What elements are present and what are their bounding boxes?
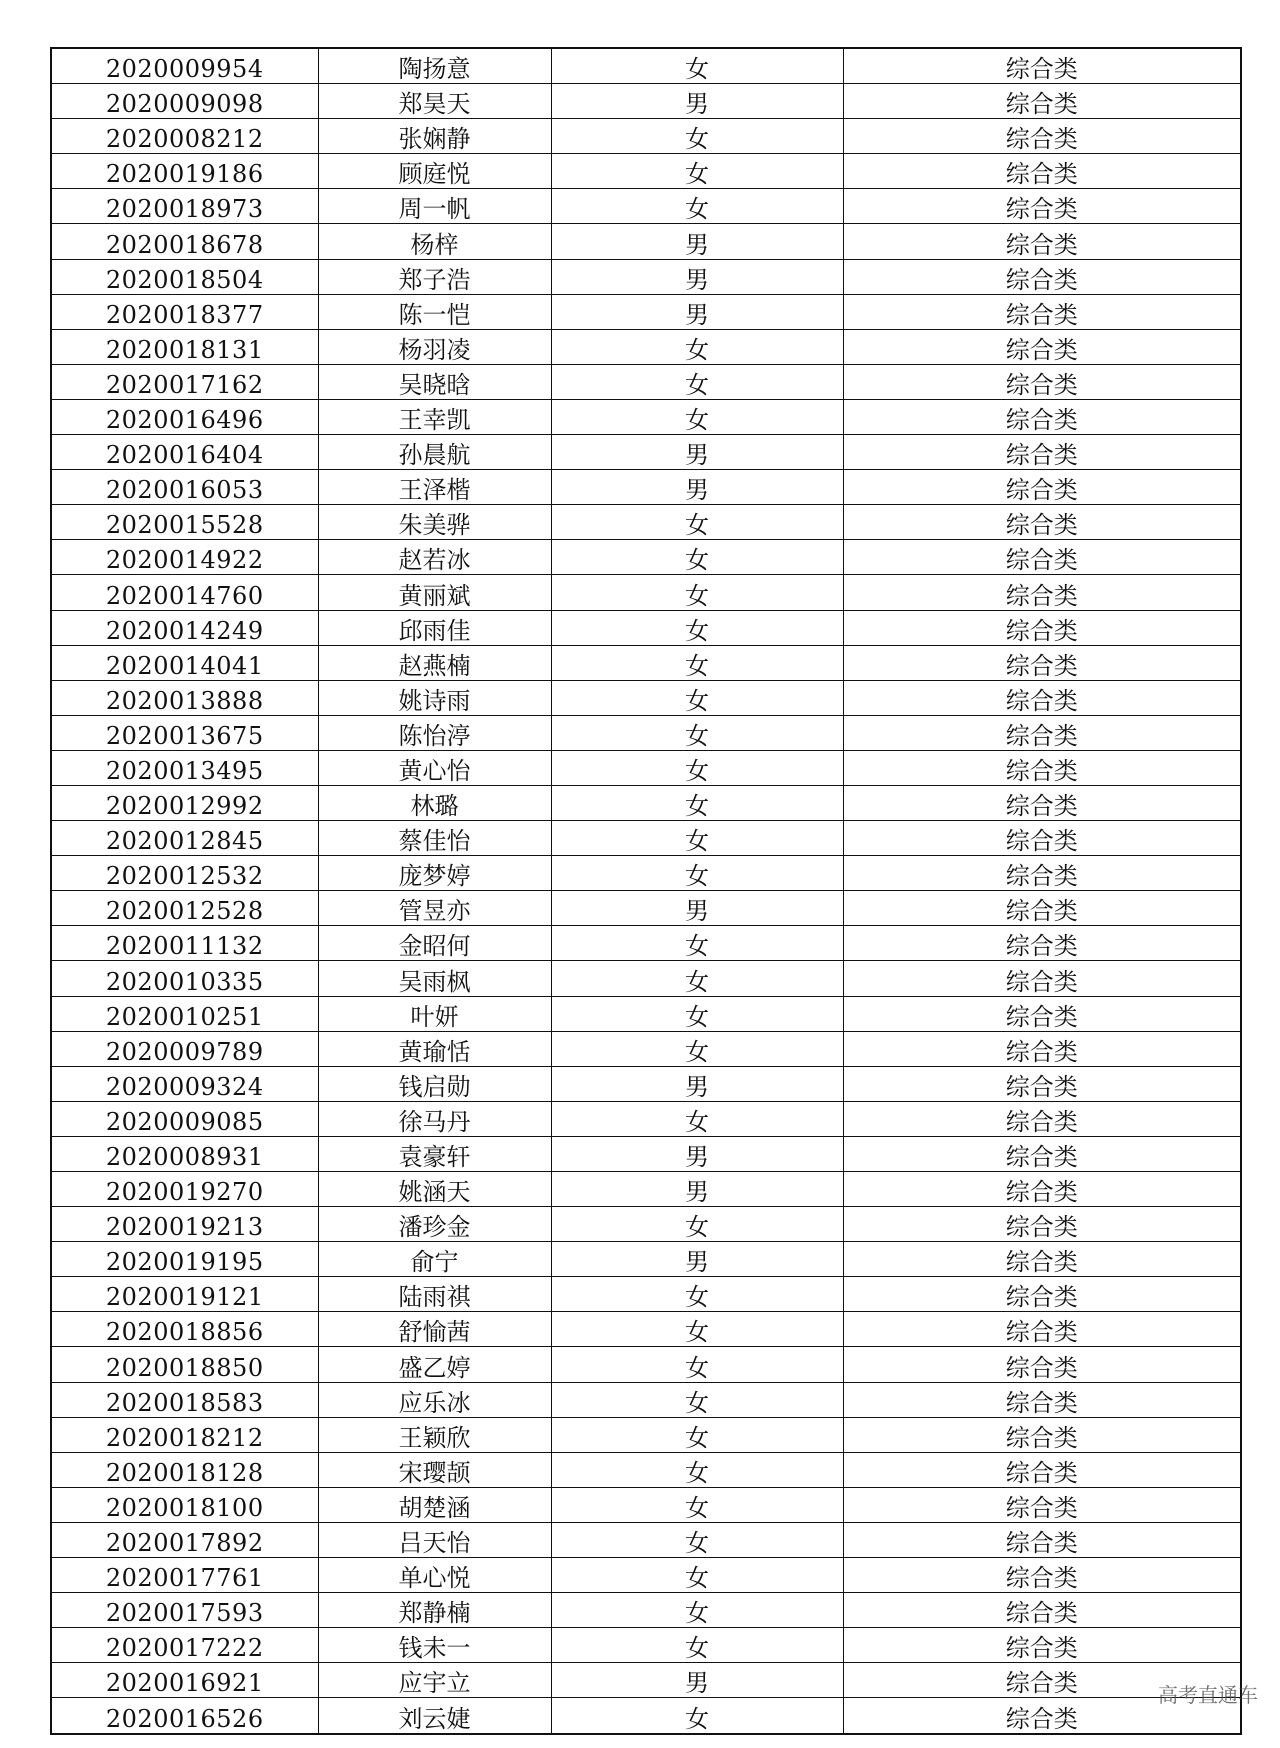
category-cell: 综合类 [843,1593,1241,1628]
category-cell: 综合类 [843,575,1241,610]
category-cell: 综合类 [843,1452,1241,1487]
student-id-cell: 2020008212 [51,119,318,154]
student-id-cell: 2020018678 [51,224,318,259]
category-cell: 综合类 [843,610,1241,645]
student-name-cell: 朱美骅 [318,505,551,540]
category-cell: 综合类 [843,926,1241,961]
student-name-cell: 盛乙婷 [318,1347,551,1382]
category-cell: 综合类 [843,1417,1241,1452]
student-id-cell: 2020009085 [51,1101,318,1136]
table-row [51,84,1241,119]
student-id-cell: 2020011132 [51,926,318,961]
gender-cell: 女 [551,1452,843,1487]
category-cell: 综合类 [843,505,1241,540]
table-row [51,891,1241,926]
student-name-cell: 赵若冰 [318,540,551,575]
gender-cell: 男 [551,1066,843,1101]
gender-cell: 女 [551,750,843,785]
table-row [51,856,1241,891]
student-name-cell: 陶扬意 [318,48,551,84]
student-id-cell: 2020015528 [51,505,318,540]
category-cell: 综合类 [843,364,1241,399]
student-name-cell: 钱未一 [318,1628,551,1663]
table-row [51,399,1241,434]
category-cell: 综合类 [843,1312,1241,1347]
table-row [51,750,1241,785]
student-id-cell: 2020016921 [51,1663,318,1698]
table-row [51,575,1241,610]
gender-cell: 女 [551,1347,843,1382]
table-row [51,1312,1241,1347]
category-cell: 综合类 [843,1558,1241,1593]
table-row [51,435,1241,470]
category-cell: 综合类 [843,1277,1241,1312]
student-name-cell: 陆雨祺 [318,1277,551,1312]
gender-cell: 女 [551,645,843,680]
gender-cell: 男 [551,294,843,329]
student-name-cell: 王颖欣 [318,1417,551,1452]
student-id-cell: 2020012528 [51,891,318,926]
table-row [51,680,1241,715]
gender-cell: 女 [551,1207,843,1242]
student-id-cell: 2020018504 [51,259,318,294]
category-cell: 综合类 [843,399,1241,434]
student-id-cell: 2020014041 [51,645,318,680]
gender-cell: 女 [551,119,843,154]
student-id-cell: 2020017761 [51,1558,318,1593]
category-cell: 综合类 [843,1698,1241,1734]
student-name-cell: 庞梦婷 [318,856,551,891]
student-name-cell: 吴晓晗 [318,364,551,399]
student-name-cell: 陈怡渟 [318,715,551,750]
student-name-cell: 黄瑜恬 [318,1031,551,1066]
student-id-cell: 2020018131 [51,329,318,364]
student-name-cell: 黄心怡 [318,750,551,785]
table-row [51,1136,1241,1171]
student-name-cell: 胡楚涵 [318,1487,551,1522]
student-id-cell: 2020009789 [51,1031,318,1066]
gender-cell: 女 [551,1628,843,1663]
gender-cell: 女 [551,399,843,434]
table-row [51,821,1241,856]
table-row [51,470,1241,505]
student-id-cell: 2020018583 [51,1382,318,1417]
student-id-cell: 2020018377 [51,294,318,329]
table-row [51,259,1241,294]
gender-cell: 女 [551,1593,843,1628]
gender-cell: 男 [551,891,843,926]
student-name-cell: 舒愉茜 [318,1312,551,1347]
category-cell: 综合类 [843,1031,1241,1066]
table-row [51,154,1241,189]
student-id-cell: 2020016526 [51,1698,318,1734]
student-id-cell: 2020010251 [51,996,318,1031]
gender-cell: 女 [551,154,843,189]
gender-cell: 男 [551,470,843,505]
gender-cell: 女 [551,189,843,224]
gender-cell: 女 [551,715,843,750]
student-name-cell: 吕天怡 [318,1522,551,1557]
table-row [51,1522,1241,1557]
category-cell: 综合类 [843,1382,1241,1417]
student-name-cell: 赵燕楠 [318,645,551,680]
table-row [51,1347,1241,1382]
gender-cell: 女 [551,926,843,961]
table-body [51,48,1241,1734]
category-cell: 综合类 [843,435,1241,470]
category-cell: 综合类 [843,1136,1241,1171]
student-id-cell: 2020009954 [51,48,318,84]
student-id-cell: 2020009098 [51,84,318,119]
category-cell: 综合类 [843,329,1241,364]
table-row [51,1487,1241,1522]
student-name-cell: 邱雨佳 [318,610,551,645]
category-cell: 综合类 [843,119,1241,154]
category-cell: 综合类 [843,996,1241,1031]
table-row [51,785,1241,820]
gender-cell: 女 [551,575,843,610]
category-cell: 综合类 [843,1101,1241,1136]
table-row [51,645,1241,680]
student-name-cell: 郑子浩 [318,259,551,294]
student-id-cell: 2020008931 [51,1136,318,1171]
gender-cell: 女 [551,1382,843,1417]
student-name-cell: 陈一恺 [318,294,551,329]
table-row [51,1593,1241,1628]
student-id-cell: 2020016053 [51,470,318,505]
table-row [51,926,1241,961]
student-name-cell: 杨梓 [318,224,551,259]
student-name-cell: 孙晨航 [318,435,551,470]
table-row [51,1663,1241,1698]
table-row [51,1382,1241,1417]
table-row [51,1417,1241,1452]
table-row [51,1628,1241,1663]
student-name-cell: 钱启勋 [318,1066,551,1101]
student-id-cell: 2020017222 [51,1628,318,1663]
gender-cell: 女 [551,610,843,645]
student-list-table [50,47,1242,1735]
student-name-cell: 金昭何 [318,926,551,961]
category-cell: 综合类 [843,1242,1241,1277]
student-id-cell: 2020016404 [51,435,318,470]
student-name-cell: 姚诗雨 [318,680,551,715]
gender-cell: 女 [551,1312,843,1347]
student-name-cell: 王泽楷 [318,470,551,505]
student-name-cell: 袁豪轩 [318,1136,551,1171]
gender-cell: 男 [551,1136,843,1171]
gender-cell: 女 [551,1698,843,1734]
student-id-cell: 2020012845 [51,821,318,856]
table-row [51,1698,1241,1734]
student-name-cell: 周一帆 [318,189,551,224]
gender-cell: 男 [551,1663,843,1698]
category-cell: 综合类 [843,84,1241,119]
student-name-cell: 应宇立 [318,1663,551,1698]
category-cell: 综合类 [843,891,1241,926]
student-id-cell: 2020018973 [51,189,318,224]
table-row [51,1277,1241,1312]
table-row [51,224,1241,259]
gender-cell: 女 [551,785,843,820]
watermark-text: 高考直通车 [1158,1683,1258,1707]
student-name-cell: 吴雨枫 [318,961,551,996]
table-row [51,1101,1241,1136]
category-cell: 综合类 [843,785,1241,820]
category-cell: 综合类 [843,1066,1241,1101]
student-id-cell: 2020017162 [51,364,318,399]
category-cell: 综合类 [843,1487,1241,1522]
gender-cell: 女 [551,329,843,364]
table-row [51,610,1241,645]
student-id-cell: 2020017593 [51,1593,318,1628]
table-row [51,189,1241,224]
student-name-cell: 郑静楠 [318,1593,551,1628]
student-name-cell: 单心悦 [318,1558,551,1593]
table-row [51,1172,1241,1207]
table-row [51,364,1241,399]
category-cell: 综合类 [843,1663,1241,1698]
category-cell: 综合类 [843,1207,1241,1242]
gender-cell: 女 [551,961,843,996]
gender-cell: 女 [551,1487,843,1522]
student-id-cell: 2020014249 [51,610,318,645]
student-id-cell: 2020018212 [51,1417,318,1452]
student-id-cell: 2020013888 [51,680,318,715]
category-cell: 综合类 [843,961,1241,996]
category-cell: 综合类 [843,154,1241,189]
category-cell: 综合类 [843,680,1241,715]
category-cell: 综合类 [843,224,1241,259]
category-cell: 综合类 [843,259,1241,294]
student-name-cell: 蔡佳怡 [318,821,551,856]
student-id-cell: 2020014760 [51,575,318,610]
category-cell: 综合类 [843,1172,1241,1207]
table-row [51,540,1241,575]
gender-cell: 男 [551,84,843,119]
table-row [51,715,1241,750]
student-id-cell: 2020019195 [51,1242,318,1277]
gender-cell: 男 [551,259,843,294]
student-id-cell: 2020013495 [51,750,318,785]
category-cell: 综合类 [843,856,1241,891]
student-id-cell: 2020018850 [51,1347,318,1382]
table-row [51,329,1241,364]
gender-cell: 女 [551,996,843,1031]
student-name-cell: 俞宁 [318,1242,551,1277]
gender-cell: 男 [551,435,843,470]
gender-cell: 女 [551,540,843,575]
gender-cell: 女 [551,364,843,399]
table-row [51,996,1241,1031]
table-row [51,294,1241,329]
gender-cell: 女 [551,1031,843,1066]
table-row [51,961,1241,996]
student-name-cell: 林璐 [318,785,551,820]
gender-cell: 男 [551,1242,843,1277]
student-name-cell: 黄丽斌 [318,575,551,610]
student-name-cell: 郑昊天 [318,84,551,119]
category-cell: 综合类 [843,645,1241,680]
table-row [51,1031,1241,1066]
student-name-cell: 潘珍金 [318,1207,551,1242]
gender-cell: 女 [551,505,843,540]
student-name-cell: 刘云婕 [318,1698,551,1734]
gender-cell: 女 [551,1101,843,1136]
table-row [51,1207,1241,1242]
student-id-cell: 2020012992 [51,785,318,820]
student-id-cell: 2020018856 [51,1312,318,1347]
table-row [51,1452,1241,1487]
table-row [51,1242,1241,1277]
category-cell: 综合类 [843,1522,1241,1557]
category-cell: 综合类 [843,294,1241,329]
student-id-cell: 2020018128 [51,1452,318,1487]
student-id-cell: 2020012532 [51,856,318,891]
student-id-cell: 2020010335 [51,961,318,996]
student-id-cell: 2020009324 [51,1066,318,1101]
table-row [51,119,1241,154]
table-row [51,1558,1241,1593]
table-row [51,48,1241,84]
student-name-cell: 应乐冰 [318,1382,551,1417]
gender-cell: 女 [551,1522,843,1557]
student-name-cell: 管昱亦 [318,891,551,926]
student-id-cell: 2020018100 [51,1487,318,1522]
category-cell: 综合类 [843,1347,1241,1382]
gender-cell: 女 [551,48,843,84]
student-name-cell: 姚涵天 [318,1172,551,1207]
table-row [51,505,1241,540]
category-cell: 综合类 [843,540,1241,575]
gender-cell: 女 [551,680,843,715]
gender-cell: 女 [551,856,843,891]
category-cell: 综合类 [843,470,1241,505]
category-cell: 综合类 [843,821,1241,856]
student-name-cell: 王幸凯 [318,399,551,434]
category-cell: 综合类 [843,1628,1241,1663]
category-cell: 综合类 [843,715,1241,750]
student-id-cell: 2020019121 [51,1277,318,1312]
gender-cell: 女 [551,1558,843,1593]
student-id-cell: 2020019213 [51,1207,318,1242]
student-name-cell: 杨羽凌 [318,329,551,364]
student-name-cell: 宋璎颉 [318,1452,551,1487]
gender-cell: 男 [551,1172,843,1207]
student-id-cell: 2020019186 [51,154,318,189]
gender-cell: 女 [551,1277,843,1312]
category-cell: 综合类 [843,750,1241,785]
table-row [51,1066,1241,1101]
student-id-cell: 2020019270 [51,1172,318,1207]
student-id-cell: 2020013675 [51,715,318,750]
student-name-cell: 叶妍 [318,996,551,1031]
student-id-cell: 2020016496 [51,399,318,434]
category-cell: 综合类 [843,189,1241,224]
gender-cell: 女 [551,1417,843,1452]
student-id-cell: 2020014922 [51,540,318,575]
student-name-cell: 顾庭悦 [318,154,551,189]
student-id-cell: 2020017892 [51,1522,318,1557]
gender-cell: 男 [551,224,843,259]
category-cell: 综合类 [843,48,1241,84]
student-name-cell: 张娴静 [318,119,551,154]
student-name-cell: 徐马丹 [318,1101,551,1136]
gender-cell: 女 [551,821,843,856]
